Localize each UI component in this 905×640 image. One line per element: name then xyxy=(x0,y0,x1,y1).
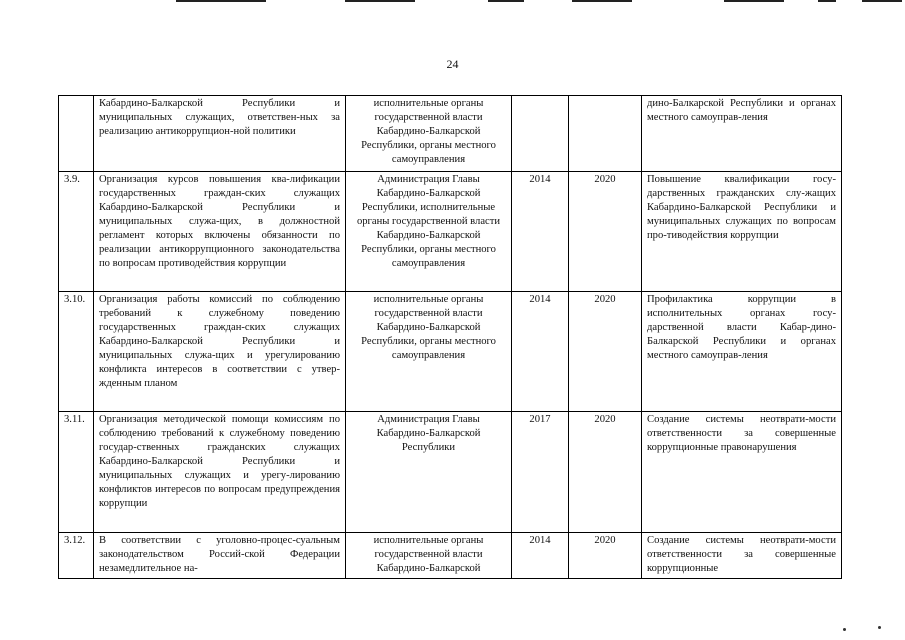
executor-cell: исполнительные органы государственной власти Кабардино-Балкарской Республики, органы местного самоуправления xyxy=(346,96,512,172)
start-year: 2014 xyxy=(512,292,569,412)
expected-result: дино-Балкарской Республики и органах местного самоуправ-ления xyxy=(642,96,842,172)
table-row xyxy=(59,292,842,412)
expected-result: Повышение квалификации госу-дарственных гражданских слу-жащих Кабардино-Балкарской Республики и муниципальных служащих по вопросам про-тиводействия коррупции xyxy=(642,172,842,292)
scan-artifact-line xyxy=(818,0,836,2)
executor-cell: Администрация Главы Кабардино-Балкарской Республики xyxy=(346,412,512,533)
end-year: 2020 xyxy=(569,172,642,292)
table-row xyxy=(59,412,842,533)
start-year: 2017 xyxy=(512,412,569,533)
scan-artifact-line xyxy=(724,0,784,2)
end-year: 2020 xyxy=(569,292,642,412)
scan-artifact-line xyxy=(572,0,632,2)
end-year: 2020 xyxy=(569,412,642,533)
executor-cell: Администрация Главы Кабардино-Балкарской Республики, исполнительные органы государственной власти Кабардино-Балкарской Республики, органы местного самоуправления xyxy=(346,172,512,292)
start-year: 2014 xyxy=(512,172,569,292)
row-number: 3.11. xyxy=(59,412,94,533)
row-number: 3.9. xyxy=(59,172,94,292)
scan-speck xyxy=(878,626,881,629)
start-year xyxy=(512,96,569,172)
end-year xyxy=(569,96,642,172)
executor-cell: исполнительные органы государственной власти Кабардино-Балкарской xyxy=(346,533,512,579)
expected-result: Профилактика коррупции в исполнительных органах госу-дарственной власти Кабар-дино-Балкарской Республики и органах местного самоуправ-ления xyxy=(642,292,842,412)
start-year: 2014 xyxy=(512,533,569,579)
row-number xyxy=(59,96,94,172)
measure-description: Организация курсов повышения ква-лификации государственных граждан-ских служащих Кабардино-Балкарской Республики и муниципальных служа-щих, в должностной регламент которых включены обязанности по реализации антикоррупционного законодательства по вопросам противодействия коррупции xyxy=(94,172,346,292)
scan-speck xyxy=(843,628,846,631)
scan-artifact-line xyxy=(176,0,266,2)
scan-artifact-line xyxy=(345,0,415,2)
measure-description: Организация работы комиссий по соблюдению требований к служебному поведению государственных граждан-ских служащих Кабардино-Балкарской Республики и муниципальных служа-щих и урегулированию конфликта интересов в соответствии с утвер-жденным планом xyxy=(94,292,346,412)
page-number: 24 xyxy=(446,57,459,71)
row-number: 3.10. xyxy=(59,292,94,412)
table-row xyxy=(59,96,842,172)
table-row xyxy=(59,533,842,579)
scan-artifact-line xyxy=(488,0,524,2)
row-number: 3.12. xyxy=(59,533,94,579)
measure-description: Организация методической помощи комиссиям по соблюдению требований к служебному поведению государ-ственных гражданских служащих Кабардино-Балкарской Республики и муниципальных служащих и урегу-лированию конфликтов интересов по вопросам предупреждения коррупции xyxy=(94,412,346,533)
executor-cell: исполнительные органы государственной власти Кабардино-Балкарской Республики, органы местного самоуправления xyxy=(346,292,512,412)
scan-artifact-line xyxy=(862,0,902,2)
expected-result: Создание системы неотврати-мости ответственности за совершенные коррупционные правонарушения xyxy=(642,412,842,533)
measure-description: В соответствии с уголовно-процес-суальным законодательством Россий-ской Федерации незамедлительное на- xyxy=(94,533,346,579)
measure-description: Кабардино-Балкарской Республики и муниципальных служащих, ответствен-ных за реализацию антикоррупцион-ной политики xyxy=(94,96,346,172)
table-row xyxy=(59,172,842,292)
expected-result: Создание системы неотврати-мости ответственности за совершенные коррупционные xyxy=(642,533,842,579)
end-year: 2020 xyxy=(569,533,642,579)
measures-table xyxy=(58,95,842,579)
